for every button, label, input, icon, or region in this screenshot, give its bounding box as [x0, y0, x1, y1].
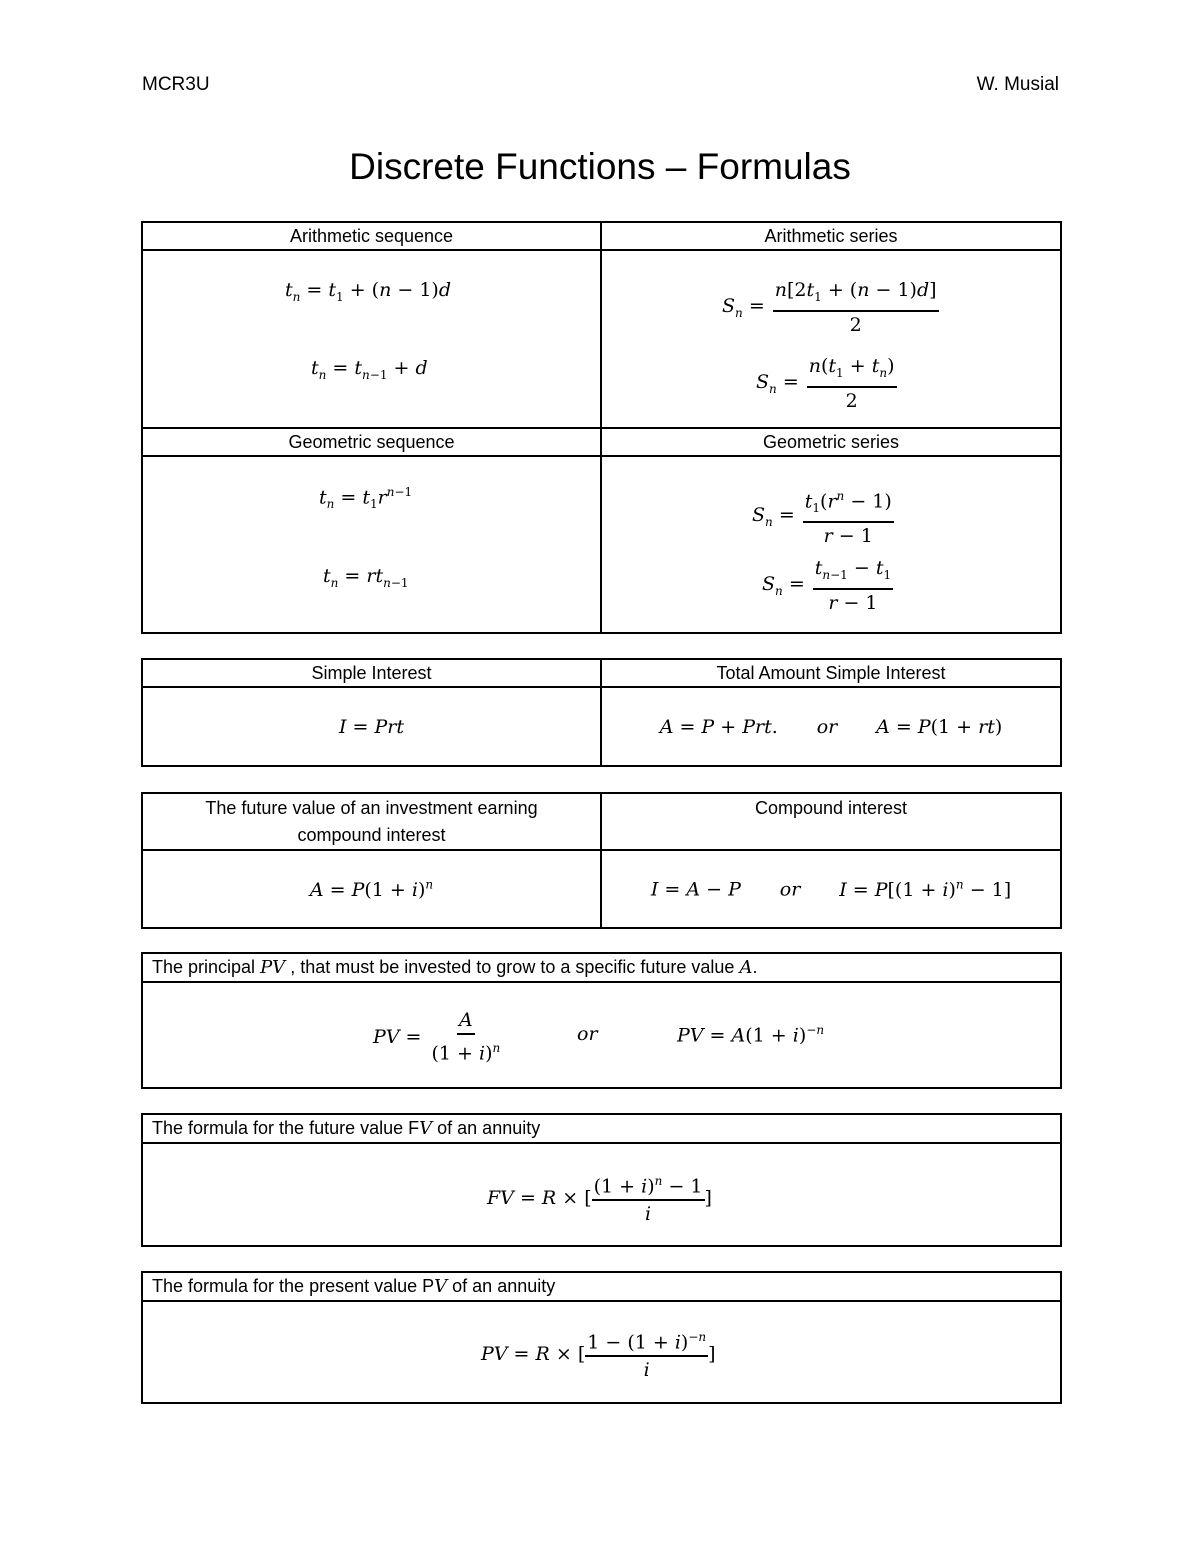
- total-amount-formula-2: A = P(1 + rt): [876, 715, 1003, 738]
- course-code: MCR3U: [142, 74, 210, 95]
- total-amount-formula-cell: [601, 687, 1061, 766]
- compound-interest-formula-cell: [601, 850, 1061, 928]
- or-connector: or: [779, 878, 801, 901]
- geometric-series-formula-2: $S_n$ = $\frac{t_{n-1} - t_1}{r - 1}$: [762, 557, 892, 614]
- compound-interest-formula-1: I = A − P: [650, 878, 741, 901]
- geometric-sequence-general-formula: $t_n = t_1r^{n-1}$: [319, 485, 413, 512]
- fv-annuity-heading: The formula for the future value FV of an annuity: [142, 1114, 1061, 1143]
- pv-annuity-heading: The formula for the present value PV of an annuity: [142, 1272, 1061, 1301]
- compound-interest-table: [141, 792, 1062, 929]
- principal-table: [141, 952, 1062, 1089]
- arithmetic-series-formulas: [601, 250, 1061, 428]
- geometric-sequence-heading: Geometric sequence: [142, 428, 601, 456]
- simple-interest-heading: Simple Interest: [142, 659, 601, 687]
- compound-interest-formula-2: $I = P[(1 + i)^n - 1]$: [839, 877, 1012, 901]
- arithmetic-series-formula-2: $S_n$ = $\frac{n(t_1 + t_n)}{2}$: [756, 355, 895, 412]
- geometric-series-formulas: [601, 456, 1061, 633]
- author-name: W. Musial: [976, 74, 1059, 95]
- simple-interest-formula: I = Prt: [338, 715, 404, 738]
- simple-interest-formula-cell: [142, 687, 601, 766]
- future-value-heading: The future value of an investment earning compound interest: [142, 793, 601, 850]
- geometric-sequence-formulas: [142, 456, 601, 633]
- principal-formula-1: PV = $\frac{A}{(1 + i)^n}$: [373, 1009, 501, 1065]
- arithmetic-series-heading: Arithmetic series: [601, 222, 1061, 250]
- future-value-formula: $A = P(1 + i)^n$: [309, 877, 434, 901]
- or-connector: or: [577, 1023, 598, 1045]
- geometric-series-heading: Geometric series: [601, 428, 1061, 456]
- total-amount-heading: Total Amount Simple Interest: [601, 659, 1061, 687]
- arithmetic-sequence-formulas: [142, 250, 601, 428]
- pv-annuity-formula-cell: [142, 1301, 1061, 1403]
- principal-heading: The principal PV , that must be invested to grow to a specific future value A.: [142, 953, 1061, 982]
- arithmetic-sequence-heading: Arithmetic sequence: [142, 222, 601, 250]
- arithmetic-sequence-recursive-formula: $t_n = t_{n-1} + d$: [311, 357, 428, 382]
- arithmetic-series-formula-1: $S_n$ = $\frac{n[2t_1 + (n - 1)d]}{2}$: [722, 279, 937, 336]
- fv-annuity-formula-cell: [142, 1143, 1061, 1246]
- principal-formula-cell: [142, 982, 1061, 1088]
- sequences-series-table: [141, 221, 1062, 634]
- pv-annuity-formula: PV = R × [ $\frac{1 - (1 + i)^{-n}}{i}$ ]: [481, 1326, 716, 1381]
- arithmetic-sequence-general-formula: $t_n = t_1 + (n - 1)d$: [285, 279, 452, 304]
- pv-annuity-table: [141, 1271, 1062, 1404]
- principal-formula-2: PV = $A(1 + i)^{-n}$: [677, 1023, 825, 1047]
- compound-interest-heading: Compound interest: [601, 793, 1061, 850]
- total-amount-formula-1: A = P + Prt.: [659, 715, 778, 738]
- fv-annuity-table: [141, 1113, 1062, 1247]
- or-connector: or: [816, 715, 838, 738]
- geometric-sequence-recursive-formula: $t_n = rt_{n-1}$: [323, 565, 409, 590]
- geometric-series-formula-1: $S_n$ = $\frac{t_1(r^n - 1)}{r - 1}$: [752, 485, 897, 547]
- fv-annuity-formula: FV = R × [ $\frac{(1 + i)^n - 1}{i}$ ]: [487, 1170, 712, 1225]
- future-value-formula-cell: [142, 850, 601, 928]
- page-title: Discrete Functions – Formulas: [349, 146, 851, 187]
- simple-interest-table: [141, 658, 1062, 767]
